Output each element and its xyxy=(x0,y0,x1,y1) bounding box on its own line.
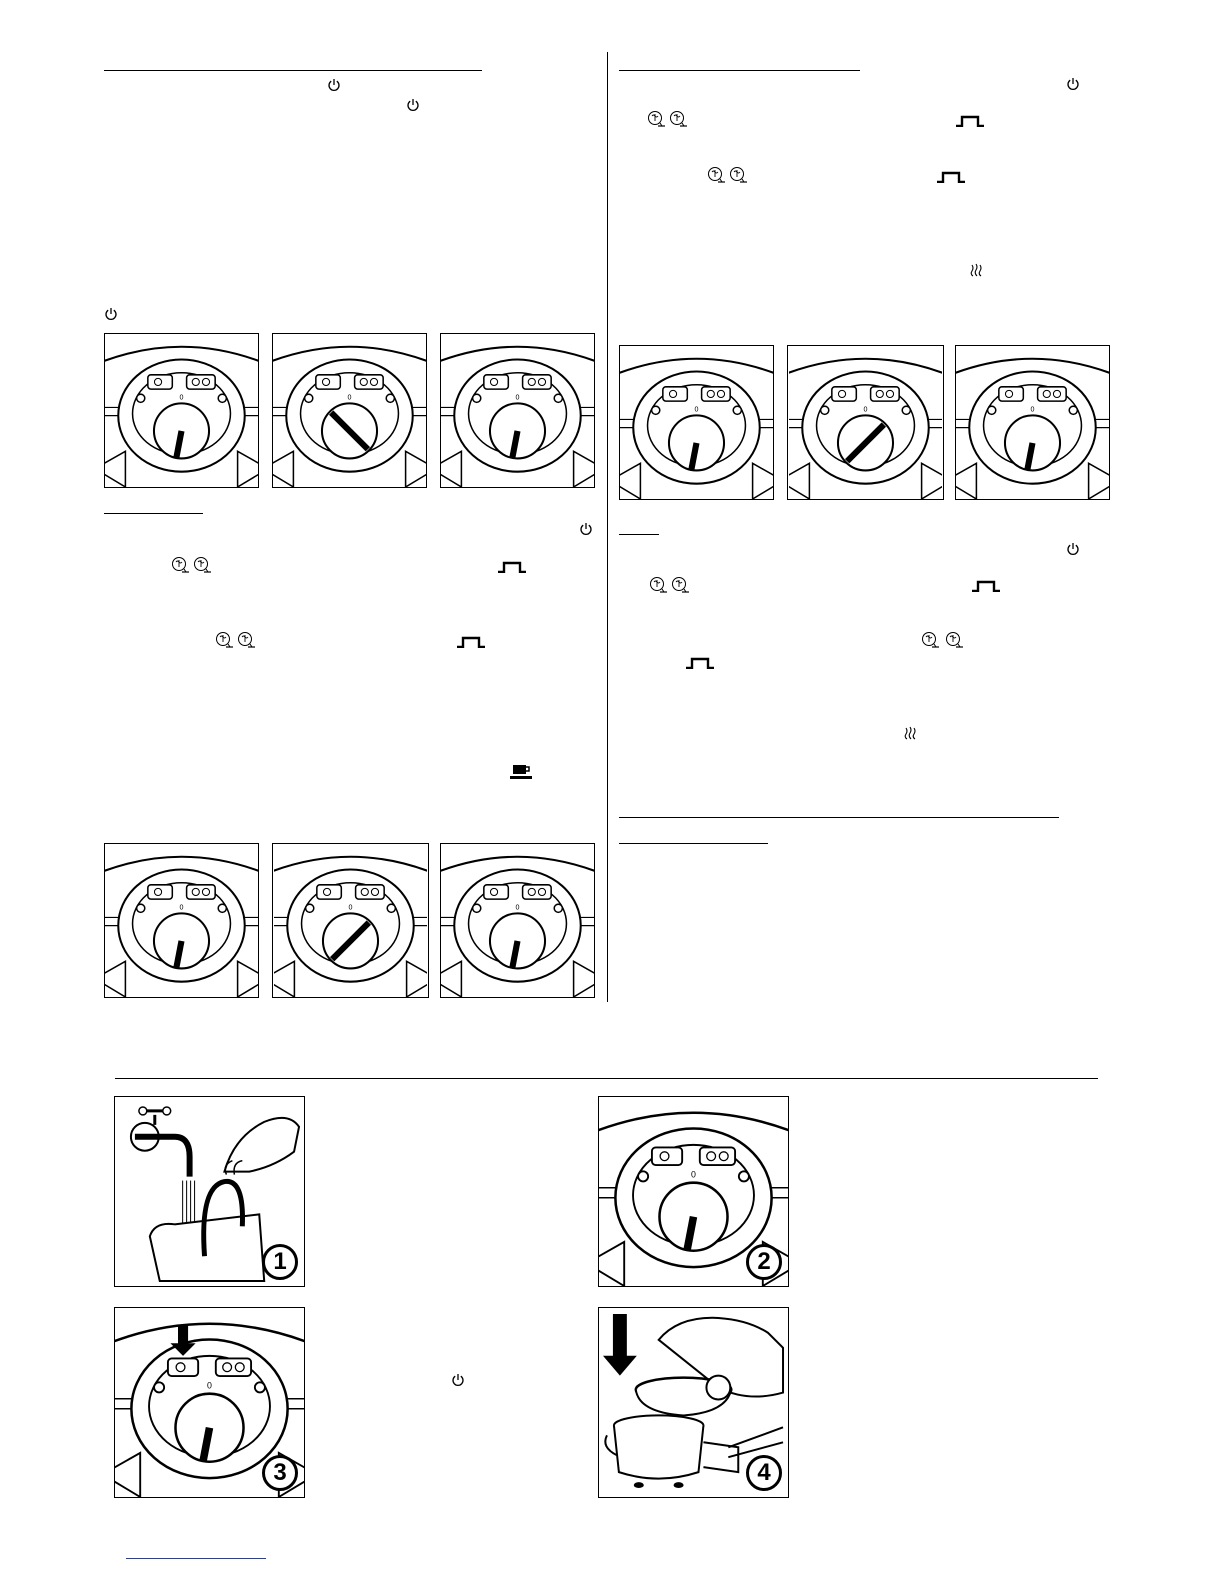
figure-number: 1 xyxy=(262,1244,298,1280)
steam-icon xyxy=(969,263,983,277)
column-divider xyxy=(607,52,608,1002)
figure-number: 2 xyxy=(746,1244,782,1280)
figure-fill-water-tank xyxy=(114,1096,305,1287)
control-panel-figure xyxy=(272,333,427,488)
control-panel-figure xyxy=(104,843,259,998)
brew-indicator-icon xyxy=(215,631,235,651)
brew-indicator-icon xyxy=(921,631,941,651)
pressed-button-icon xyxy=(936,171,966,183)
brew-indicator-icon xyxy=(647,110,667,130)
section-heading-rule-5 xyxy=(619,817,1059,818)
brew-indicator-icon xyxy=(237,631,257,651)
pressed-button-icon xyxy=(685,657,715,669)
pressed-button-icon xyxy=(971,580,1001,592)
bottom-section-rule xyxy=(115,1078,1098,1079)
pressed-button-icon xyxy=(497,561,527,573)
control-panel-figure xyxy=(787,345,944,500)
pressed-button-icon xyxy=(456,636,486,648)
section-heading-rule-4 xyxy=(619,534,659,535)
brew-indicator-icon xyxy=(649,576,669,596)
section-heading-rule-2 xyxy=(104,513,203,514)
footer-link-rule xyxy=(126,1558,266,1559)
control-panel-figure xyxy=(440,843,595,998)
control-panel-figure xyxy=(955,345,1110,500)
section-heading-rule-6 xyxy=(619,843,768,844)
control-panel-figure xyxy=(104,333,259,488)
power-icon xyxy=(327,78,341,92)
power-icon xyxy=(1066,542,1080,556)
power-icon xyxy=(451,1373,465,1387)
figure-control-panel xyxy=(598,1096,789,1287)
power-icon xyxy=(104,307,118,321)
power-icon xyxy=(579,522,593,536)
steam-icon xyxy=(903,726,917,740)
section-heading-rule-1 xyxy=(104,70,482,71)
coffee-cup-icon xyxy=(510,763,532,781)
control-panel-figure xyxy=(440,333,595,488)
figure-press-power-button xyxy=(114,1307,305,1498)
brew-indicator-icon xyxy=(669,110,689,130)
brew-indicator-icon xyxy=(707,166,727,186)
control-panel-figure xyxy=(619,345,774,500)
power-icon xyxy=(406,98,420,112)
section-heading-rule-3 xyxy=(619,70,860,71)
brew-indicator-icon xyxy=(193,556,213,576)
control-panel-figure xyxy=(272,843,429,998)
brew-indicator-icon xyxy=(671,576,691,596)
figure-number: 4 xyxy=(746,1455,782,1491)
brew-indicator-icon xyxy=(729,166,749,186)
brew-indicator-icon xyxy=(945,631,965,651)
figure-number: 3 xyxy=(262,1455,298,1491)
figure-insert-filter xyxy=(598,1307,789,1498)
brew-indicator-icon xyxy=(171,556,191,576)
pressed-button-icon xyxy=(955,115,985,127)
power-icon xyxy=(1066,77,1080,91)
